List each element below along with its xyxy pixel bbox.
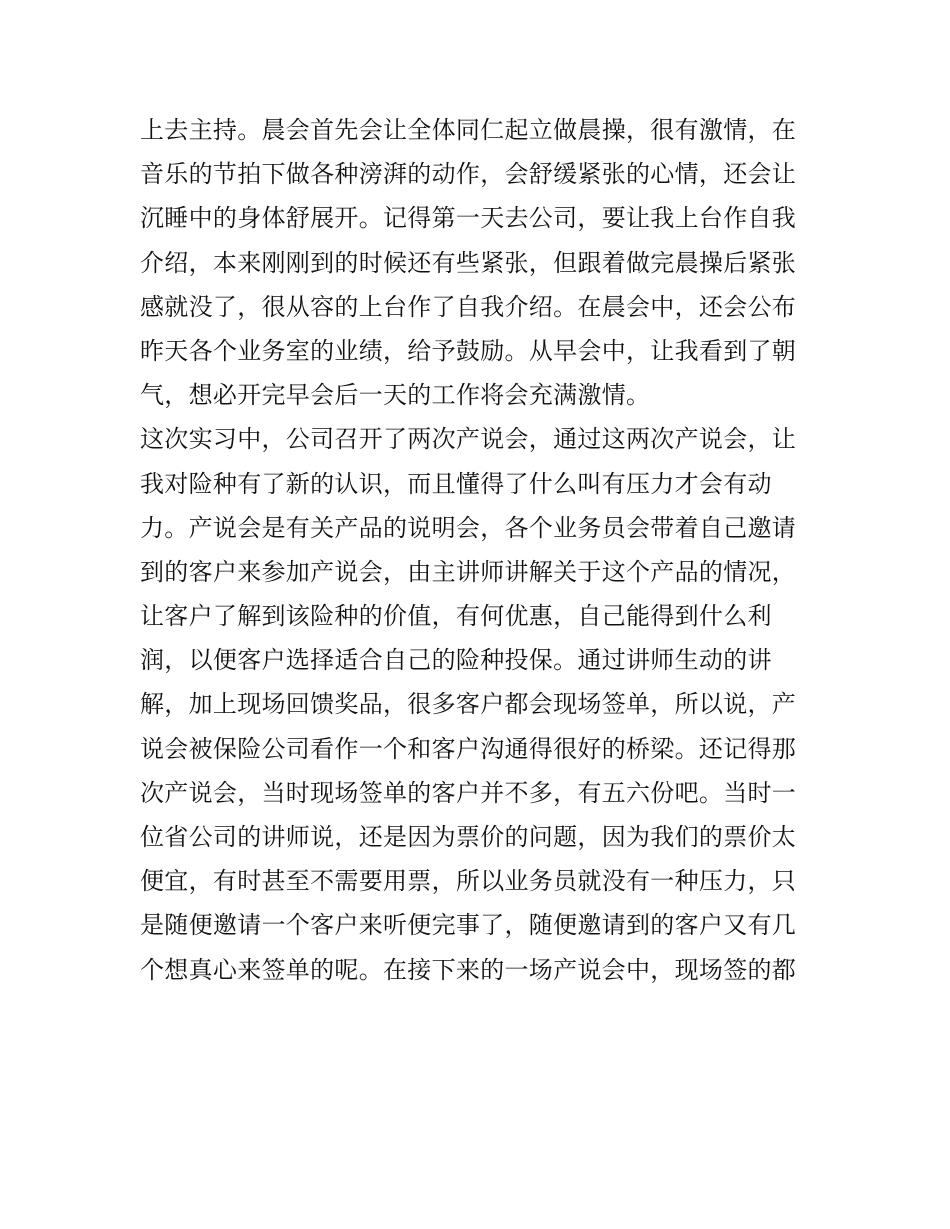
text-line: 介绍，本来刚刚到的时候还有些紧张，但跟着做完晨操后紧张: [140, 248, 797, 277]
text-line: 这次实习中，公司召开了两次产说会，通过这两次产说会，让: [140, 425, 797, 454]
text-line: 解，加上现场回馈奖品，很多客户都会现场签单，所以说，产: [140, 690, 797, 719]
text-line: 音乐的节拍下做各种滂湃的动作，会舒缓紧张的心情，还会让: [140, 160, 797, 189]
text-line: 便宜，有时甚至不需要用票，所以业务员就没有一种压力，只: [140, 867, 797, 896]
text-line: 我对险种有了新的认识，而且懂得了什么叫有压力才会有动: [140, 469, 772, 498]
document-body: [140, 108, 820, 992]
text-line: 气，想必开完早会后一天的工作将会充满激情。: [140, 381, 651, 410]
text-line: 上去主持。晨会首先会让全体同仁起立做晨操，很有激情，在: [140, 116, 797, 144]
text-line: 个想真心来签单的呢。在接下来的一场产说会中，现场签的都: [140, 955, 797, 984]
text-line: 昨天各个业务室的业绩，给予鼓励。从早会中，让我看到了朝: [140, 336, 797, 365]
text-line: 力。产说会是有关产品的说明会，各个业务员会带着自己邀请: [140, 513, 797, 542]
text-line: 沉睡中的身体舒展开。记得第一天去公司，要让我上台作自我: [140, 204, 797, 233]
text-line: 次产说会，当时现场签单的客户并不多，有五六份吧。当时一: [140, 778, 797, 807]
text-line: 让客户了解到该险种的价值，有何优惠，自己能得到什么利: [140, 602, 772, 631]
text-line: 到的客户来参加产说会，由主讲师讲解关于这个产品的情况，: [140, 557, 797, 586]
text-line: 是随便邀请一个客户来听便完事了，随便邀请到的客户又有几: [140, 911, 797, 940]
text-line: 位省公司的讲师说，还是因为票价的问题，因为我们的票价太: [140, 823, 797, 851]
paragraph-morning-meeting: [140, 108, 820, 417]
text-line: 润，以便客户选择适合自己的险种投保。通过讲师生动的讲: [140, 646, 772, 675]
paragraph-product-seminar: [140, 417, 820, 991]
text-line: 说会被保险公司看作一个和客户沟通得很好的桥梁。还记得那: [140, 734, 797, 763]
text-line: 感就没了，很从容的上台作了自我介绍。在晨会中，还会公布: [140, 292, 797, 321]
